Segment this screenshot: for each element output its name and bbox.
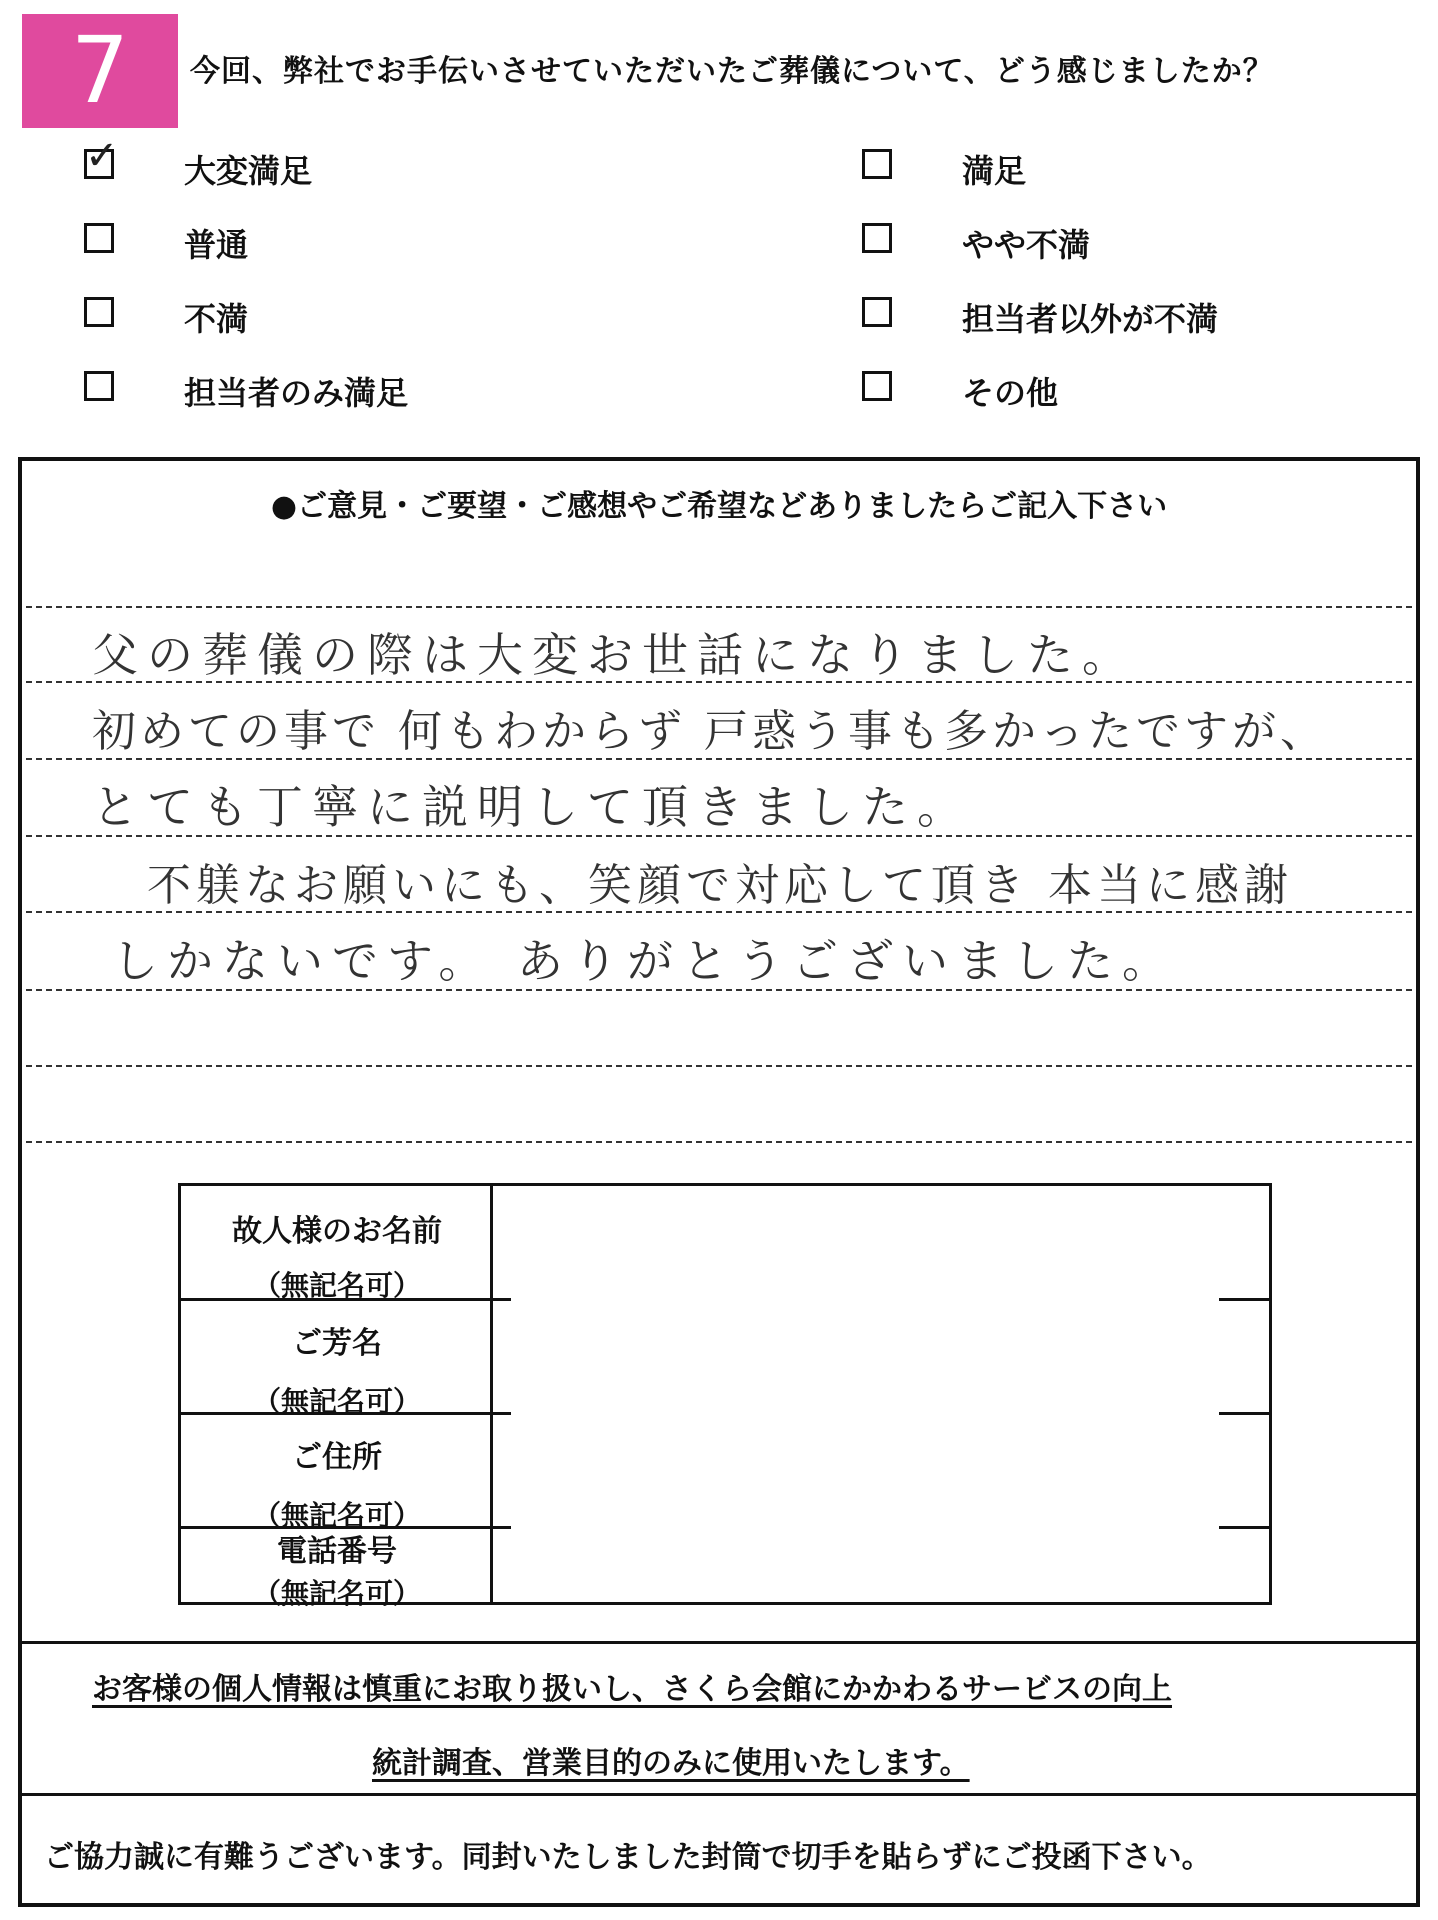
option-very-satisfied[interactable]	[84, 133, 684, 190]
option-label: 担当者以外が不満	[962, 300, 1219, 338]
row-divider	[1219, 1412, 1269, 1415]
personal-info-table	[178, 1183, 1272, 1610]
handwritten-comment-line: 初めての事で 何もわからず 戸惑う事も多かったですが、	[92, 706, 1328, 757]
option-only-staff-satisfied[interactable]	[84, 366, 684, 412]
info-label: 電話番号	[277, 1534, 397, 1569]
info-row-name	[181, 1318, 493, 1420]
info-row-deceased-name	[181, 1206, 493, 1304]
question-number-badge: 7	[22, 14, 178, 128]
row-divider	[1219, 1526, 1269, 1529]
handwritten-comment-line: 不躾なお願いにも、笑顔で対応して頂き 本当に感謝	[147, 860, 1293, 911]
ruled-line	[26, 1065, 1412, 1067]
info-row-address	[181, 1432, 493, 1534]
row-divider	[181, 1412, 511, 1415]
comments-heading: ●ご意見・ご要望・ご感想やご希望などありましたらご記入下さい	[270, 489, 1168, 524]
option-other[interactable]	[862, 366, 1362, 412]
info-row-phone	[181, 1526, 493, 1612]
privacy-notice-line: お客様の個人情報は慎重にお取り扱いし、さくら会館にかかわるサービスの向上	[92, 1672, 1172, 1707]
checkbox[interactable]	[84, 371, 114, 401]
checkbox[interactable]	[862, 297, 892, 327]
info-note: （無記名可）	[252, 1385, 421, 1418]
row-divider	[1219, 1298, 1269, 1301]
option-dissatisfied-with-others[interactable]	[862, 292, 1362, 338]
thanks-message: ご協力誠に有難うございます。同封いたしました封筒で切手を貼らずにご投函下さい。	[44, 1840, 1212, 1875]
option-slightly-dissatisfied[interactable]	[862, 218, 1362, 264]
option-label: 担当者のみ満足	[184, 374, 409, 412]
handwritten-comment-line: しかないです。 ありがとうございました。	[112, 934, 1177, 988]
checkbox[interactable]	[862, 371, 892, 401]
privacy-notice-line: 統計調査、営業目的のみに使用いたします。	[372, 1746, 970, 1781]
option-dissatisfied[interactable]	[84, 292, 684, 338]
check-mark-icon: ✓	[85, 133, 119, 179]
option-label: その他	[962, 374, 1059, 412]
option-normal[interactable]	[84, 218, 684, 264]
question-text: 今回、弊社でお手伝いさせていただいたご葬儀について、どう感じましたか？	[190, 54, 1274, 89]
checkbox[interactable]	[84, 223, 114, 253]
option-label: 大変満足	[184, 152, 313, 190]
thanks-section	[22, 1793, 1416, 1903]
comments-form-box	[18, 457, 1420, 1907]
info-label: ご住所	[292, 1440, 382, 1475]
privacy-notice-section	[22, 1641, 1416, 1795]
handwritten-comment-line: とても丁寧に説明して頂きました。	[92, 780, 972, 834]
handwritten-comment-line: 父の葬儀の際は大変お世話になりました。	[92, 628, 1137, 682]
option-label: やや不満	[962, 226, 1091, 264]
option-label: 不満	[184, 300, 249, 338]
info-label: 故人様のお名前	[232, 1214, 442, 1249]
info-note: （無記名可）	[252, 1269, 421, 1302]
info-note: （無記名可）	[252, 1577, 421, 1610]
ruled-line	[26, 1141, 1412, 1143]
checkbox-checked[interactable]	[84, 133, 119, 179]
info-note: （無記名可）	[252, 1499, 421, 1532]
option-satisfied[interactable]	[862, 144, 1362, 190]
option-label: 満足	[962, 152, 1027, 190]
checkbox[interactable]	[862, 223, 892, 253]
checkbox[interactable]	[84, 297, 114, 327]
info-label: ご芳名	[292, 1326, 382, 1361]
checkbox[interactable]	[862, 149, 892, 179]
option-label: 普通	[184, 226, 249, 264]
row-divider	[181, 1298, 511, 1301]
ruled-line	[26, 606, 1412, 608]
